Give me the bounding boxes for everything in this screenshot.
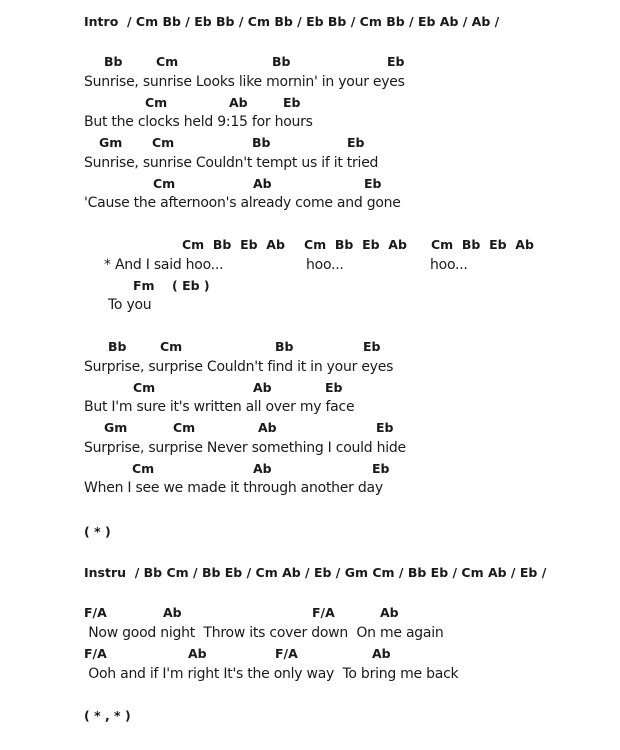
chord: Ab (380, 605, 399, 620)
lyric-line: To you (108, 297, 152, 313)
lyric-line: Sunrise, sunrise Looks like mornin' in your eyes (84, 74, 405, 90)
lyric-line: When I see we made it through another day (84, 480, 383, 496)
chord: Cm (132, 461, 155, 476)
chord: F/A (312, 605, 335, 620)
chord: Eb (372, 461, 390, 476)
chord: Eb (347, 135, 365, 150)
chord: ( Eb ) (172, 278, 210, 293)
lyric-part: * And I said hoo... (104, 257, 224, 273)
chord: Ab (372, 646, 391, 661)
chord: Gm (99, 135, 123, 150)
lyric-line: Ooh and if I'm right It's the only way To bring me back (84, 666, 459, 682)
lyric-line: But the clocks held 9:15 for hours (84, 114, 313, 130)
chord: Cm (133, 380, 156, 395)
chord: Bb (252, 135, 271, 150)
chord: Ab (163, 605, 182, 620)
chord: F/A (84, 646, 107, 661)
lyric-part: hoo... (430, 257, 468, 273)
chord: Cm (153, 176, 176, 191)
chord: Cm (160, 339, 183, 354)
intro-line: Intro / Cm Bb / Eb Bb / Cm Bb / Eb Bb / Cm Bb / Eb Ab / Ab / (84, 14, 500, 29)
chord: Ab (253, 380, 272, 395)
chord: Fm (133, 278, 155, 293)
chord: F/A (84, 605, 107, 620)
chord: Ab (258, 420, 277, 435)
chord: Bb (275, 339, 294, 354)
chord: Cm (173, 420, 196, 435)
chord: Ab (253, 176, 272, 191)
chord-group: Cm Bb Eb Ab (304, 237, 407, 252)
chord: Eb (325, 380, 343, 395)
lyric-line: Now good night Throw its cover down On me again (84, 625, 444, 641)
chord-group: Cm Bb Eb Ab (431, 237, 534, 252)
lyric-part: hoo... (306, 257, 344, 273)
chord: Bb (104, 54, 123, 69)
chord: Eb (283, 95, 301, 110)
lyric-line: Surprise, surprise Couldn't find it in your eyes (84, 359, 394, 375)
chord: Eb (364, 176, 382, 191)
chord: Gm (104, 420, 128, 435)
lyric-line: But I'm sure it's written all over my face (84, 399, 355, 415)
instru-line: Instru / Bb Cm / Bb Eb / Cm Ab / Eb / Gm Cm / Bb Eb / Cm Ab / Eb / (84, 565, 547, 580)
chord: Eb (387, 54, 405, 69)
chord: Cm (156, 54, 179, 69)
chord: Bb (108, 339, 127, 354)
chord: Ab (253, 461, 272, 476)
chord: Eb (363, 339, 381, 354)
lyric-line: Surprise, surprise Never something I could hide (84, 440, 406, 456)
chord: Cm (152, 135, 175, 150)
chord: Ab (229, 95, 248, 110)
chord: Bb (272, 54, 291, 69)
repeat-marker: ( * , * ) (84, 708, 131, 723)
repeat-marker: ( * ) (84, 524, 111, 539)
lyric-line: 'Cause the afternoon's already come and gone (84, 195, 401, 211)
chord: F/A (275, 646, 298, 661)
chord: Ab (188, 646, 207, 661)
chord-group: Cm Bb Eb Ab (182, 237, 285, 252)
lyric-line: Sunrise, sunrise Couldn't tempt us if it tried (84, 155, 379, 171)
chord: Cm (145, 95, 168, 110)
chord: Eb (376, 420, 394, 435)
